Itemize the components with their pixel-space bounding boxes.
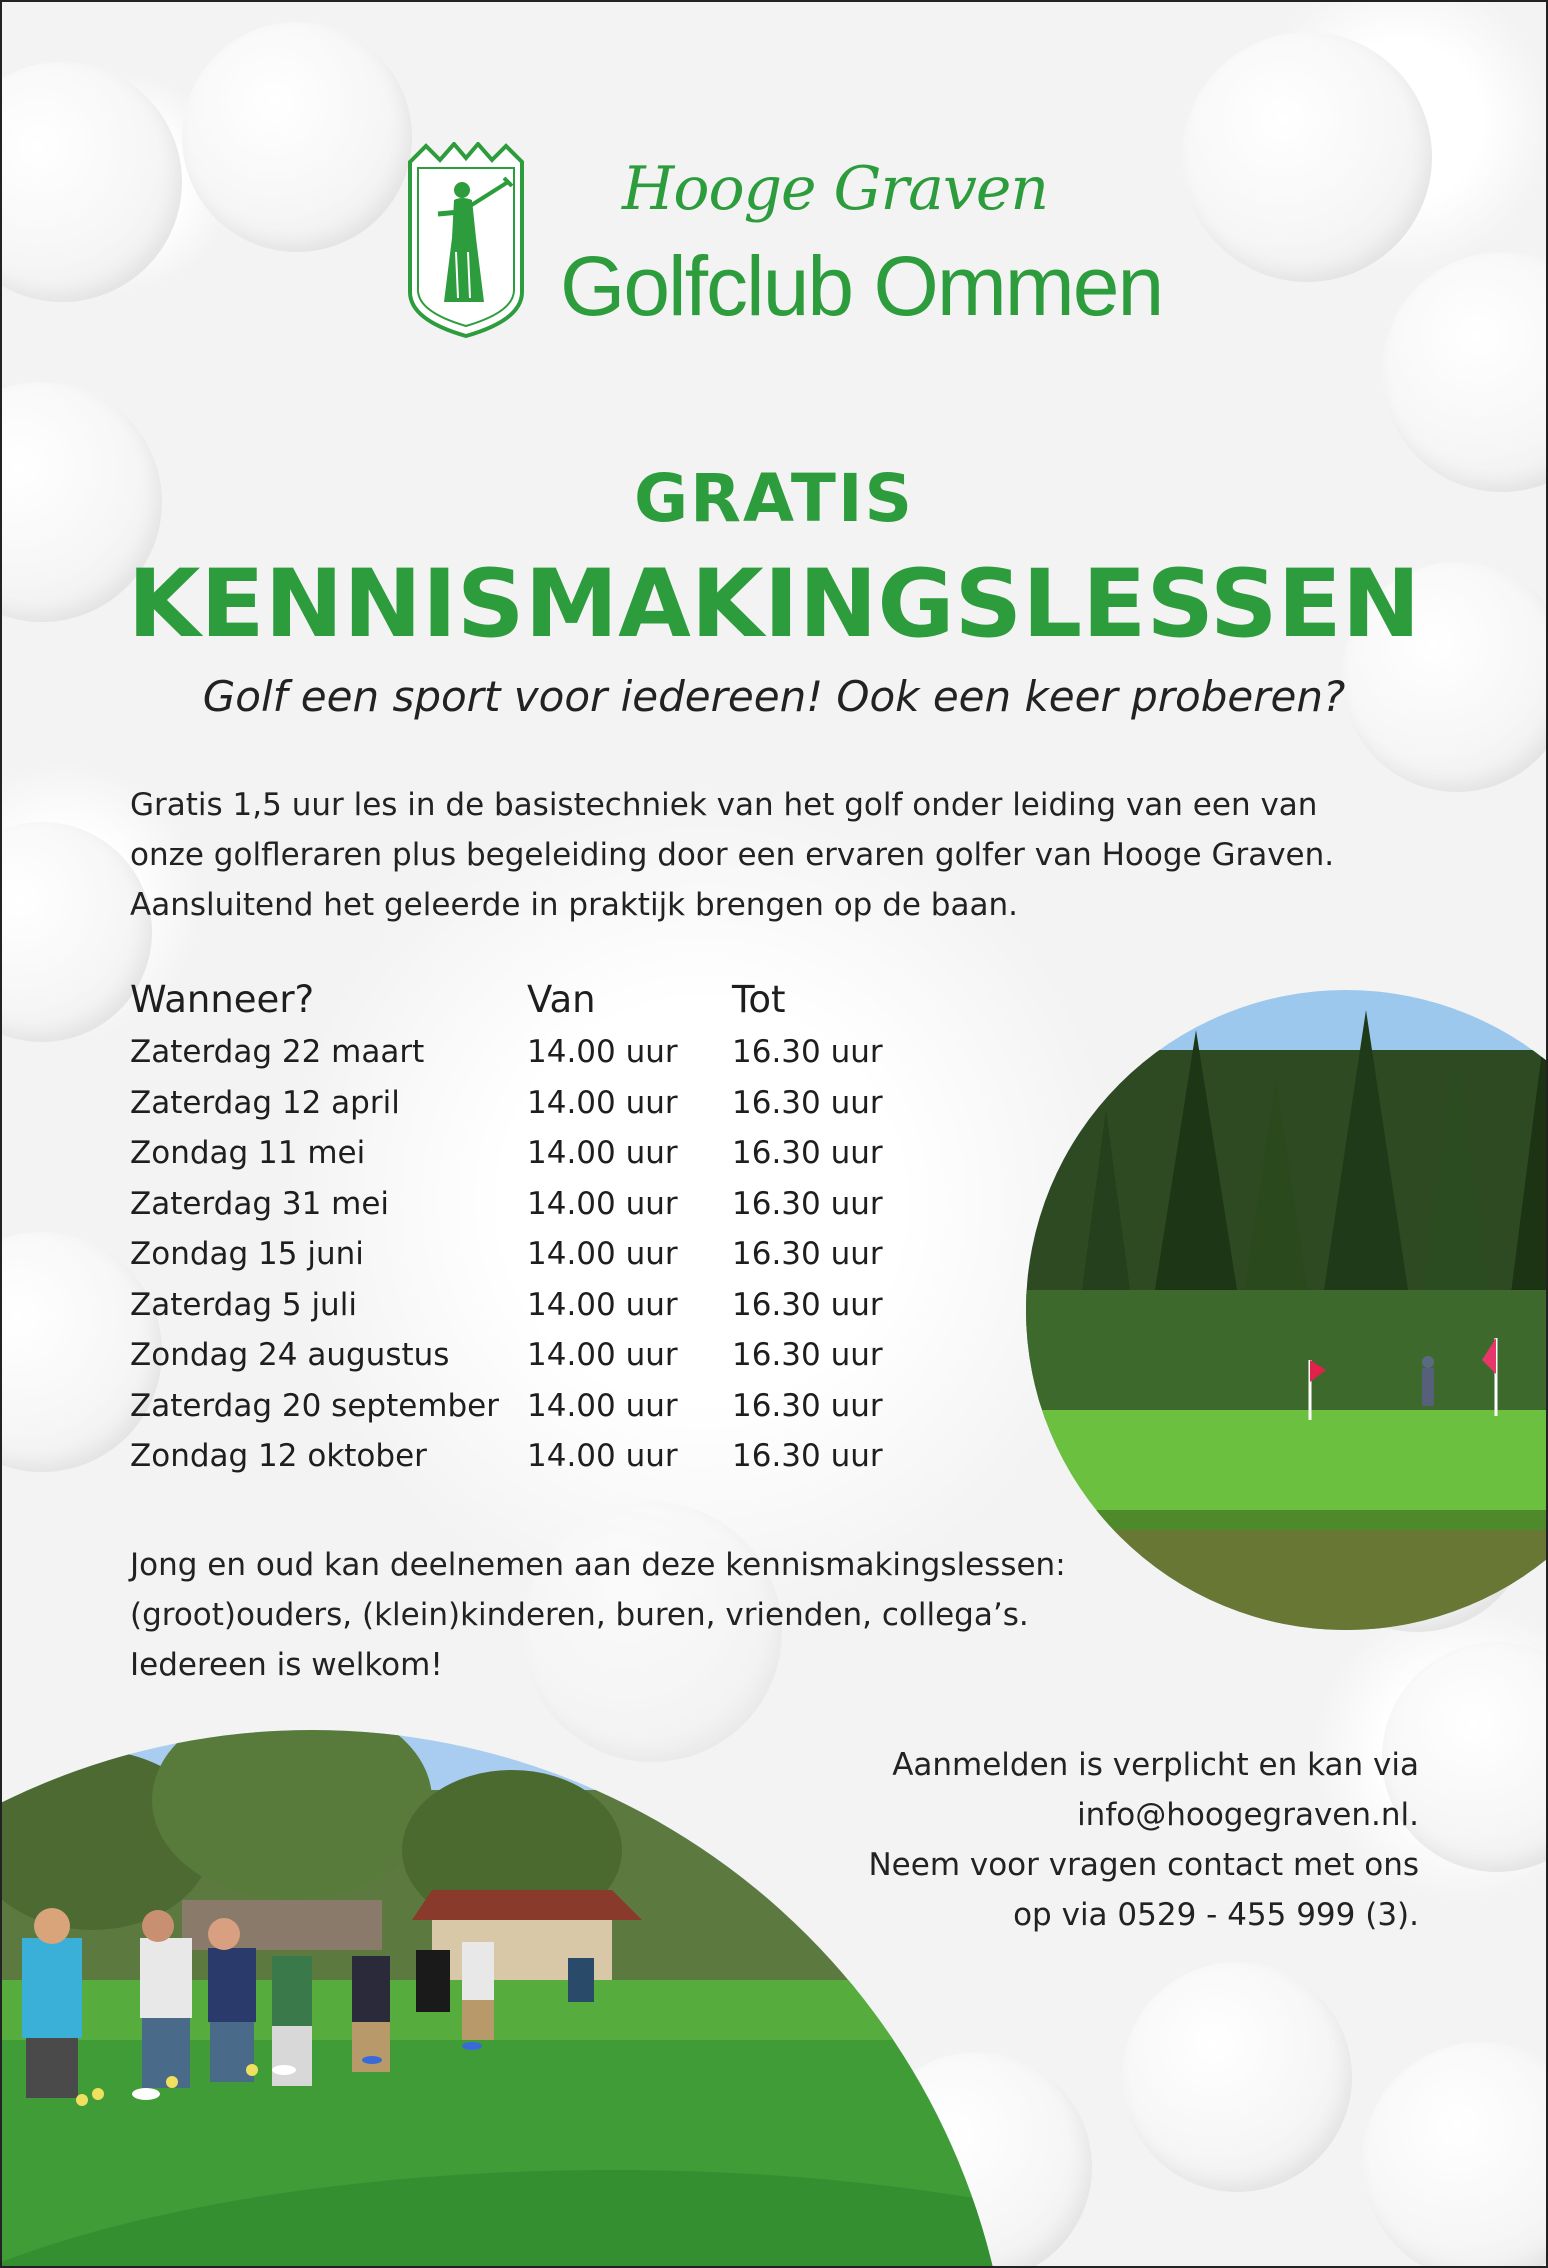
headline-subtitle: Golf een sport voor iedereen! Ook een keer proberen? [202, 672, 1346, 721]
row-from: 14.00 uur [527, 1236, 678, 1272]
header-to: Tot [732, 978, 786, 1021]
row-date: Zondag 24 augustus [130, 1337, 450, 1373]
row-from: 14.00 uur [527, 1034, 678, 1070]
row-date: Zaterdag 12 april [130, 1084, 400, 1121]
closing-paragraph [130, 1540, 1330, 1690]
row-to: 16.30 uur [732, 1135, 883, 1171]
intro-line: Gratis 1,5 uur les in de basistechniek van het golf onder leiding van een van [130, 787, 1318, 823]
closing-line: (groot)ouders, (klein)kinderen, buren, vrienden, collega’s. [130, 1597, 1029, 1633]
bg-dimple [182, 22, 412, 252]
logo-main-name: Golfclub Ommen [560, 239, 1163, 333]
bg-dimple [1382, 252, 1548, 492]
headline-main: KENNISMAKINGSLESSEN [127, 550, 1421, 659]
intro-line: Aansluitend het geleerde in praktijk brengen op de baan. [130, 887, 1018, 923]
row-from: 14.00 uur [527, 1185, 678, 1222]
putting-green-photo [1026, 990, 1548, 1630]
row-date: Zondag 12 oktober [130, 1438, 427, 1474]
row-to: 16.30 uur [732, 1438, 883, 1474]
row-to: 16.30 uur [732, 1185, 883, 1222]
contact-info [719, 1740, 1419, 1940]
club-logo [404, 142, 1163, 342]
bg-dimple [0, 62, 182, 302]
row-from: 14.00 uur [527, 1337, 678, 1373]
bg-dimple [1122, 1962, 1352, 2192]
bg-dimple [1182, 32, 1432, 282]
row-to: 16.30 uur [732, 1034, 883, 1070]
row-from: 14.00 uur [527, 1286, 678, 1323]
row-to: 16.30 uur [732, 1286, 883, 1323]
intro-line: onze golfleraren plus begeleiding door een ervaren golfer van Hooge Graven. [130, 837, 1335, 873]
row-date: Zondag 11 mei [130, 1135, 366, 1171]
row-from: 14.00 uur [527, 1135, 678, 1171]
row-from: 14.00 uur [527, 1438, 678, 1474]
row-from: 14.00 uur [527, 1387, 678, 1424]
headline-gratis: GRATIS [633, 460, 915, 537]
crest-icon [404, 142, 528, 338]
contact-line: Neem voor vragen contact met ons [868, 1847, 1419, 1883]
closing-line: Iedereen is welkom! [130, 1647, 443, 1683]
contact-line: Aanmelden is verplicht en kan via [892, 1747, 1419, 1783]
row-from: 14.00 uur [527, 1084, 678, 1121]
row-date: Zaterdag 20 september [130, 1387, 499, 1424]
header-from: Van [527, 978, 596, 1021]
contact-phone: op via 0529 - 455 999 (3). [1013, 1897, 1419, 1933]
row-date: Zaterdag 5 juli [130, 1286, 357, 1323]
header-date: Wanneer? [130, 978, 315, 1021]
contact-email[interactable]: info@hoogegraven.nl. [1077, 1797, 1419, 1833]
row-to: 16.30 uur [732, 1387, 883, 1424]
row-date: Zaterdag 22 maart [130, 1034, 425, 1070]
row-date: Zaterdag 31 mei [130, 1185, 390, 1222]
intro-paragraph [130, 780, 1390, 930]
row-to: 16.30 uur [732, 1337, 883, 1373]
logo-script-name: Hooge Graven [622, 154, 1048, 224]
row-to: 16.30 uur [732, 1236, 883, 1272]
row-date: Zondag 15 juni [130, 1236, 364, 1272]
closing-line: Jong en oud kan deelnemen aan deze kennismakingslessen: [130, 1547, 1066, 1583]
bg-dimple [1362, 2042, 1548, 2268]
row-to: 16.30 uur [732, 1084, 883, 1121]
